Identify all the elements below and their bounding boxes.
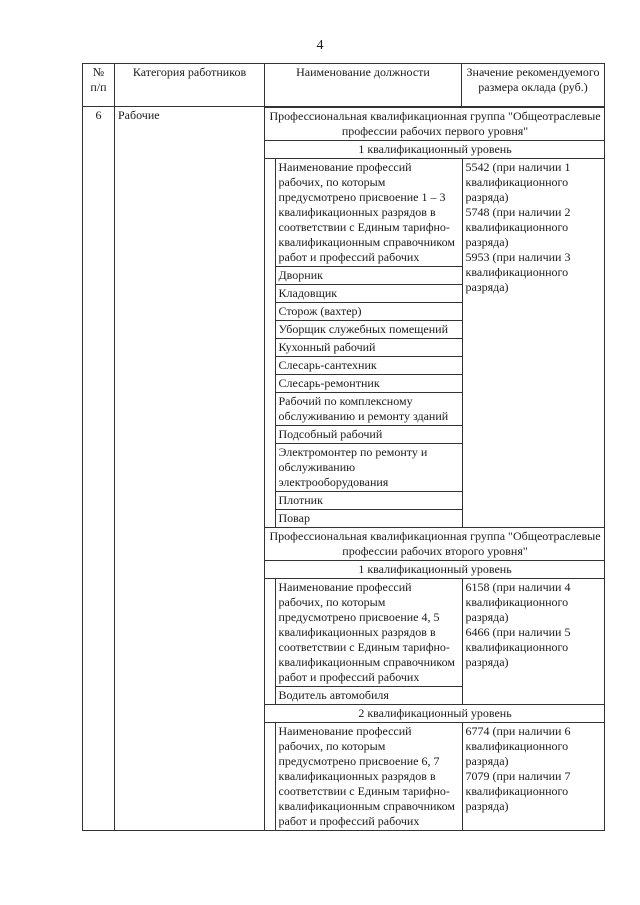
level-description: Наименование профессий рабочих, по которым предусмотрено присвоение 4, 5 квалификационных разрядов в соответствии с Единым тарифно-квалификационным справочником работ и профессий рабочих — [275, 579, 462, 687]
position-name: Подсобный рабочий — [275, 426, 462, 444]
position-name: Плотник — [275, 492, 462, 510]
indent-spacer — [265, 159, 275, 528]
level-row — [265, 561, 605, 579]
level-row — [265, 141, 605, 159]
page-number: 4 — [316, 38, 324, 53]
table-row — [83, 107, 605, 831]
salary-table-container — [82, 63, 604, 831]
level-salary: 5542 (при наличии 1 квалификационного разряда) 5748 (при наличии 2 квалификационного разряда) 5953 (при наличии 3 квалификационного разряда) — [462, 159, 605, 528]
row-num: 6 — [83, 107, 115, 831]
row-content — [265, 107, 605, 831]
row-category: Рабочие — [115, 107, 265, 831]
level-description: Наименование профессий рабочих, по которым предусмотрено присвоение 6, 7 квалификационных разрядов в соответствии с Единым тарифно-квалификационным справочником работ и профессий рабочих — [275, 723, 462, 831]
level-description-row — [265, 579, 605, 687]
level-name: 1 квалификационный уровень — [265, 561, 605, 579]
group-title: Профессиональная квалификационная группа "Общеотраслевые профессии рабочих второго уровня" — [265, 528, 605, 561]
level-description: Наименование профессий рабочих, по которым предусмотрено присвоение 1 – 3 квалификационных разрядов в соответствии с Единым тарифно-квалификационным справочником работ и профессий рабочих — [275, 159, 462, 267]
header-num: № п/п — [83, 64, 115, 107]
level-name: 2 квалификационный уровень — [265, 705, 605, 723]
position-name: Дворник — [275, 267, 462, 285]
position-name: Сторож (вахтер) — [275, 303, 462, 321]
position-name: Повар — [275, 510, 462, 528]
position-name: Рабочий по комплексному обслуживанию и ремонту зданий — [275, 393, 462, 426]
level-salary: 6774 (при наличии 6 квалификационного разряда) 7079 (при наличии 7 квалификационного разряда) — [462, 723, 605, 831]
position-name: Водитель автомобиля — [275, 687, 462, 705]
group-title-row — [265, 528, 605, 561]
position-name: Уборщик служебных помещений — [275, 321, 462, 339]
position-name: Слесарь-сантехник — [275, 357, 462, 375]
position-name: Слесарь-ремонтник — [275, 375, 462, 393]
indent-spacer — [265, 723, 275, 831]
level-row — [265, 705, 605, 723]
group-title: Профессиональная квалификационная группа "Общеотраслевые профессии рабочих первого уровня" — [265, 108, 605, 141]
header-category: Категория работников — [115, 64, 265, 107]
level-description-row — [265, 723, 605, 831]
qualification-groups — [265, 107, 605, 830]
position-name: Электромонтер по ремонту и обслуживанию электрооборудования — [275, 444, 462, 492]
table-header-row — [83, 64, 605, 107]
level-name: 1 квалификационный уровень — [265, 141, 605, 159]
indent-spacer — [265, 579, 275, 705]
group-title-row — [265, 108, 605, 141]
level-description-row — [265, 159, 605, 267]
position-name: Кухонный рабочий — [275, 339, 462, 357]
position-name: Кладовщик — [275, 285, 462, 303]
salary-table — [82, 63, 605, 831]
level-salary: 6158 (при наличии 4 квалификационного разряда) 6466 (при наличии 5 квалификационного разряда) — [462, 579, 605, 705]
header-position: Наименование должности — [265, 64, 462, 107]
header-salary: Значение рекомендуемого размера оклада (руб.) — [462, 64, 605, 107]
